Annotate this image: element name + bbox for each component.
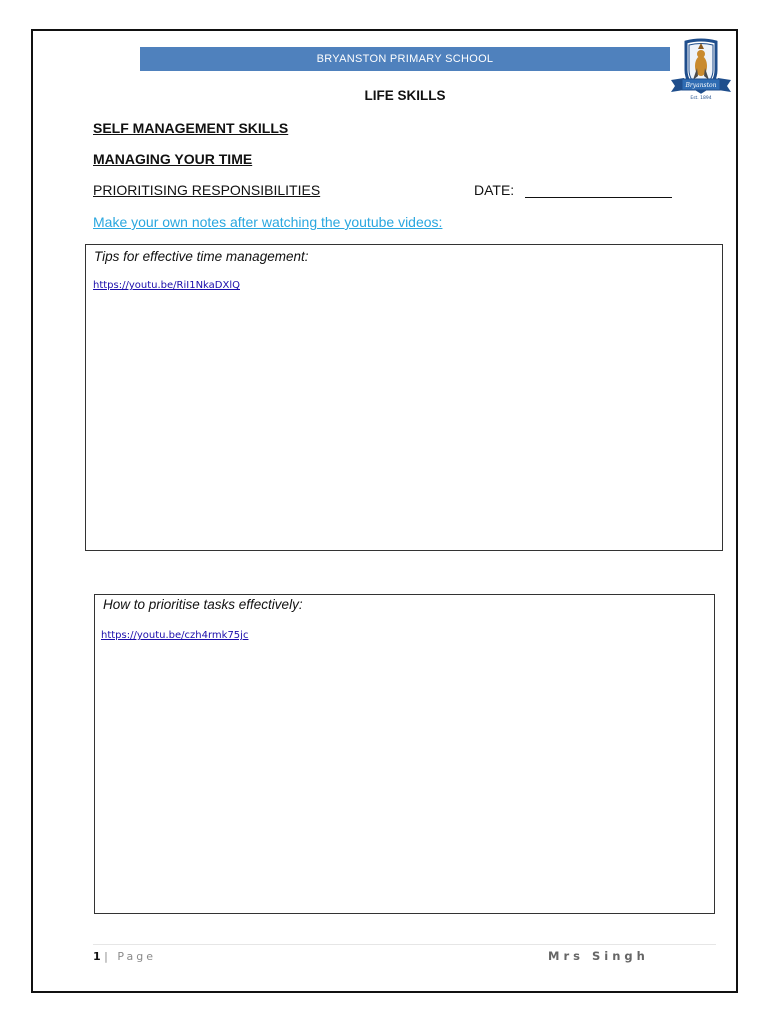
notes-box-1-title: Tips for effective time management: <box>94 249 309 264</box>
notes-box-2[interactable] <box>94 594 715 914</box>
video-link-1[interactable]: https://youtu.be/RiI1NkaDXlQ <box>93 280 240 291</box>
topic-heading: SELF MANAGEMENT SKILLS <box>93 120 289 136</box>
date-label: DATE: <box>474 182 515 198</box>
date-blank-line[interactable] <box>525 197 672 198</box>
lesson-heading: PRIORITISING RESPONSIBILITIES <box>93 182 321 198</box>
page-label: | Page <box>104 950 156 963</box>
notes-box-1[interactable] <box>85 244 723 551</box>
school-name: BRYANSTON PRIMARY SCHOOL <box>316 53 494 65</box>
crest-banner-text: Bryanston <box>685 82 717 89</box>
page-number: 1 <box>93 950 101 963</box>
subtopic-heading: MANAGING YOUR TIME <box>93 151 253 167</box>
footer-author: Mrs Singh <box>548 949 649 963</box>
notes-box-2-title: How to prioritise tasks effectively: <box>103 597 303 612</box>
footer-page-number <box>93 950 156 963</box>
crest-est-text: Est. 1894 <box>690 96 712 101</box>
subject-title: LIFE SKILLS <box>364 88 446 103</box>
instruction-text: Make your own notes after watching the youtube videos: <box>93 214 443 230</box>
video-link-2[interactable]: https://youtu.be/czh4rmk75jc <box>101 630 249 641</box>
school-banner <box>140 47 670 71</box>
footer-divider <box>93 944 716 945</box>
